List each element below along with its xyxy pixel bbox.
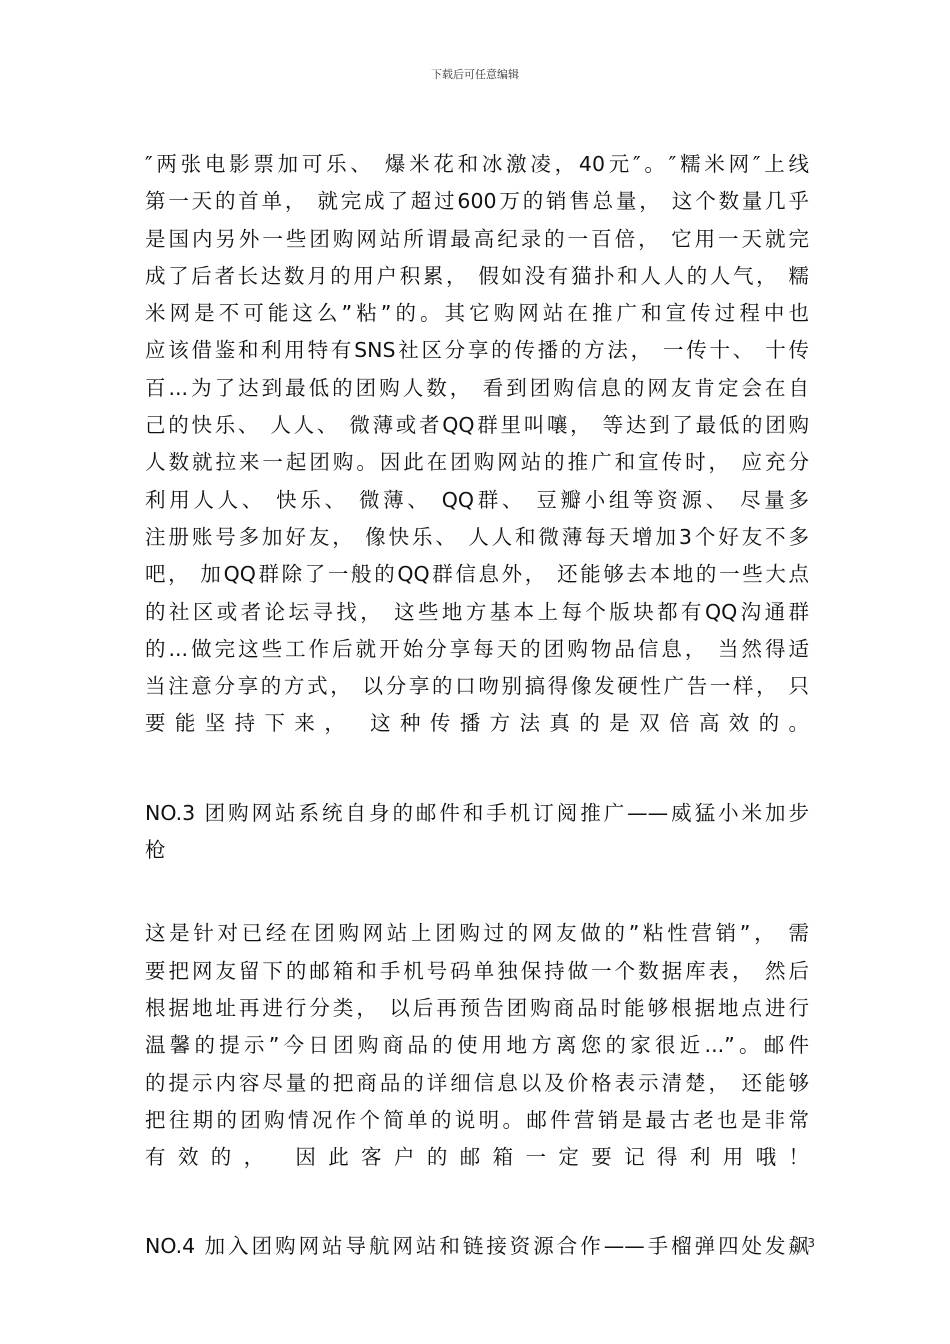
text-line: 当注意分享的方式， 以分享的口吻别搞得像发硬性广告一样， 只 [145,674,809,699]
text-line: 的社区或者论坛寻找， 这些地方基本上每个版块都有QQ沟通群 [145,599,809,624]
text-line: 根据地址再进行分类， 以后再预告团购商品时能够根据地点进行 [145,995,809,1020]
text-line: 百...为了达到最低的团购人数， 看到团购信息的网友肯定会在自 [145,375,809,400]
text-line: 是国内另外一些团购网站所谓最高纪录的一百倍， 它用一天就完 [145,226,809,251]
text-line: 应该借鉴和利用特有SNS社区分享的传播的方法， 一传十、 十传 [145,338,809,363]
text-line: 成了后者长达数月的用户积累， 假如没有猫扑和人人的人气， 糯 [145,263,809,288]
heading-line: NO.4 加入团购网站导航网站和链接资源合作——手榴弹四处发飙 [145,1234,809,1259]
text-line: 温馨的提示”今日团购商品的使用地方离您的家很近...”。邮件 [145,1033,809,1058]
text-line: ″两张电影票加可乐、 爆米花和冰激凌，40元″。″糯米网″上线 [145,152,809,176]
text-line: 要把网友留下的邮箱和手机号码单独保持做一个数据库表， 然后 [145,958,809,983]
paragraph-email-marketing [145,915,809,1176]
page-header: 下载后可任意编辑 [431,68,519,81]
text-line: 利用人人、 快乐、 微薄、 QQ群、 豆瓣小组等资源、 尽量多 [145,487,809,512]
text-line: 己的快乐、 人人、 微薄或者QQ群里叫嚷， 等达到了最低的团购 [145,413,809,438]
text-line: 要能坚持下来， 这种传播方法真的是双倍高效的。 [145,711,809,736]
text-line: 第一天的首单， 就完成了超过600万的销售总量， 这个数量几乎 [145,189,809,214]
text-line: 人数就拉来一起团购。因此在团购网站的推广和宣传时， 应充分 [145,450,809,475]
text-line: 米网是不可能这么”粘”的。其它购网站在推广和宣传过程中也 [145,301,809,326]
text-line: 这是针对已经在团购网站上团购过的网友做的”粘性营销”， 需 [145,921,809,946]
text-line: 有效的， 因此客户的邮箱一定要记得利用哦！ [145,1145,809,1170]
text-line: 注册账号多加好友， 像快乐、 人人和微薄每天增加3个好友不多 [145,524,809,549]
text-line: 把往期的团购情况作个简单的说明。邮件营销是最古老也是非常 [145,1107,809,1132]
heading-line: 枪 [145,838,166,863]
section-heading-no4 [145,1228,809,1265]
paragraph-social-sharing [145,146,809,743]
text-line: 吧， 加QQ群除了一般的QQ群信息外， 还能够去本地的一些大点 [145,562,809,587]
page-number: 3 [807,1236,815,1250]
section-heading-no3 [145,795,809,870]
document-body [145,146,809,1266]
heading-line: NO.3 团购网站系统自身的邮件和手机订阅推广——威猛小米加步 [145,800,809,825]
text-line: 的...做完这些工作后就开始分享每天的团购物品信息， 当然得适 [145,636,809,661]
text-line: 的提示内容尽量的把商品的详细信息以及价格表示清楚， 还能够 [145,1070,809,1095]
